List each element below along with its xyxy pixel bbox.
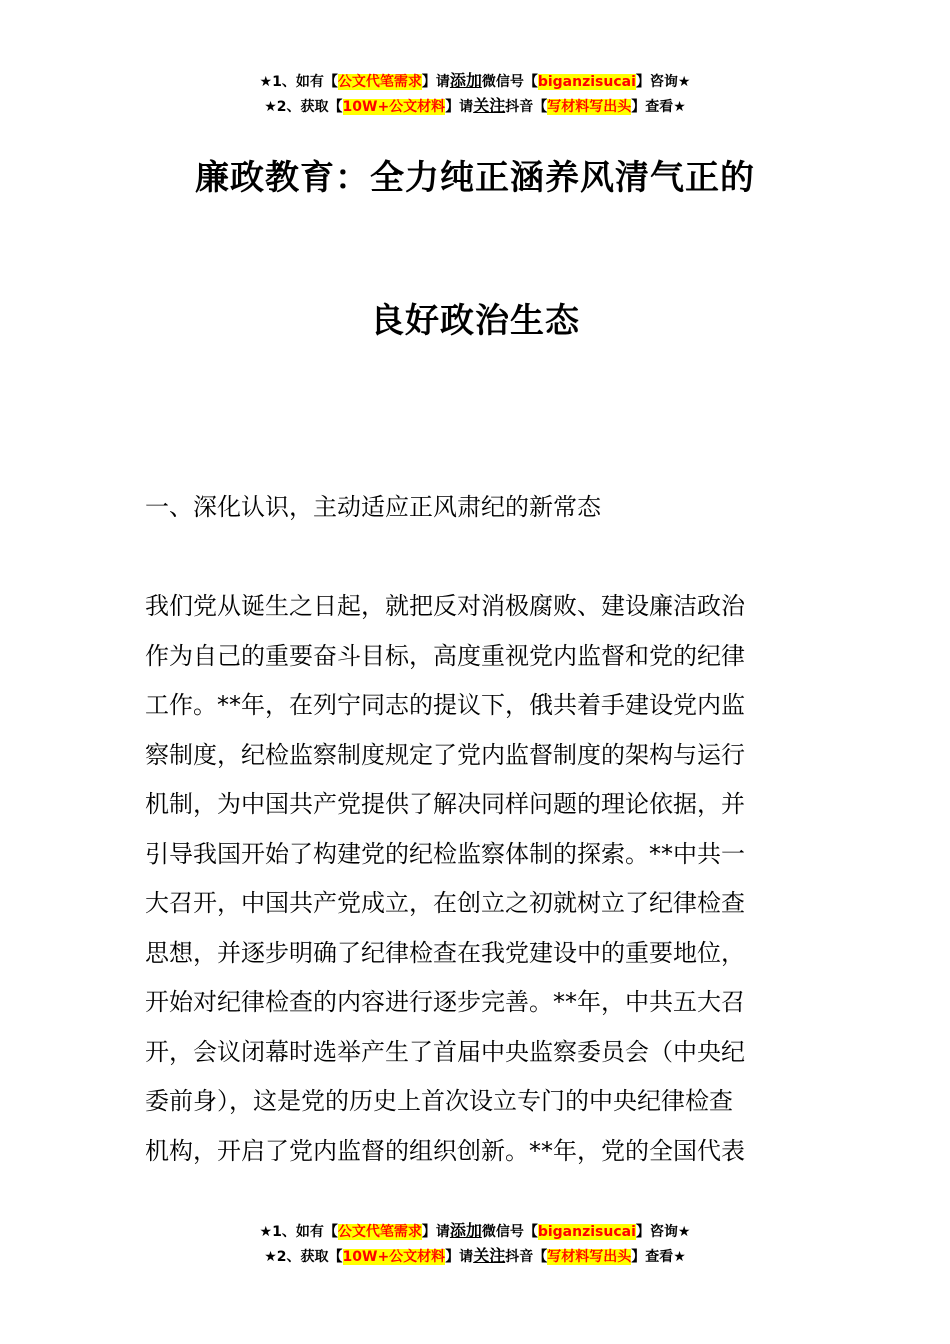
body-line: 工作。**年，在列宁同志的提议下，俄共着手建设党内监: [145, 691, 745, 719]
body-line: 机构，开启了党内监督的组织创新。**年，党的全国代表: [145, 1136, 745, 1165]
douyin-account-highlight: 写材料写出头: [547, 99, 632, 115]
body-line: 引导我国开始了构建党的纪检监察体制的探索。**中共一: [145, 839, 745, 868]
douyin-account-highlight: 写材料写出头: [547, 1249, 632, 1265]
materials-highlight: 10W+公文材料: [342, 1249, 446, 1265]
banner-line-2: ★2、获取【10W+公文材料】请关注抖音【写材料写出头】查看★: [264, 1246, 686, 1265]
body-line: 我们党从诞生之日起，就把反对消极腐败、建设廉洁政治: [145, 592, 745, 620]
body-line: 开，会议闭幕时选举产生了首届中央监察委员会（中央纪: [145, 1037, 745, 1066]
banner-line-1: ★1、如有【公文代笔需求】请添加微信号【biganzisucai】咨询★: [259, 1221, 691, 1240]
banner-line-1: ★1、如有【公文代笔需求】请添加微信号【biganzisucai】咨询★: [259, 71, 691, 90]
materials-highlight: 10W+公文材料: [342, 99, 446, 115]
body-line: 思想，并逐步明确了纪律检查在我党建设中的重要地位，: [145, 938, 745, 967]
body-line: 大召开，中国共产党成立，在创立之初就树立了纪律检查: [145, 889, 745, 917]
header-banner: [0, 69, 950, 119]
document-title-line-2: 良好政治生态: [370, 301, 580, 341]
body-line: 察制度，纪检监察制度规定了党内监督制度的架构与运行: [145, 740, 745, 769]
footer-banner: [0, 1219, 950, 1269]
section-heading: 一、深化认识，主动适应正风肃纪的新常态: [145, 493, 601, 521]
ghostwriting-highlight: 公文代笔需求: [337, 74, 422, 90]
body-line: 机制，为中国共产党提供了解决同样问题的理论依据，并: [145, 790, 745, 818]
wechat-id-highlight: biganzisucai: [537, 1224, 636, 1240]
body-line: 委前身），这是党的历史上首次设立专门的中央纪律检查: [145, 1087, 733, 1115]
body-paragraph: [145, 582, 815, 1176]
body-line: 开始对纪律检查的内容进行逐步完善。**年，中共五大召: [145, 988, 745, 1016]
document-title-line-1: 廉政教育：全力纯正涵养风清气正的: [195, 158, 755, 198]
wechat-id-highlight: biganzisucai: [537, 74, 636, 90]
banner-line-2: ★2、获取【10W+公文材料】请关注抖音【写材料写出头】查看★: [264, 96, 686, 115]
ghostwriting-highlight: 公文代笔需求: [337, 1224, 422, 1240]
body-line: 作为自己的重要奋斗目标，高度重视党内监督和党的纪律: [145, 641, 745, 670]
